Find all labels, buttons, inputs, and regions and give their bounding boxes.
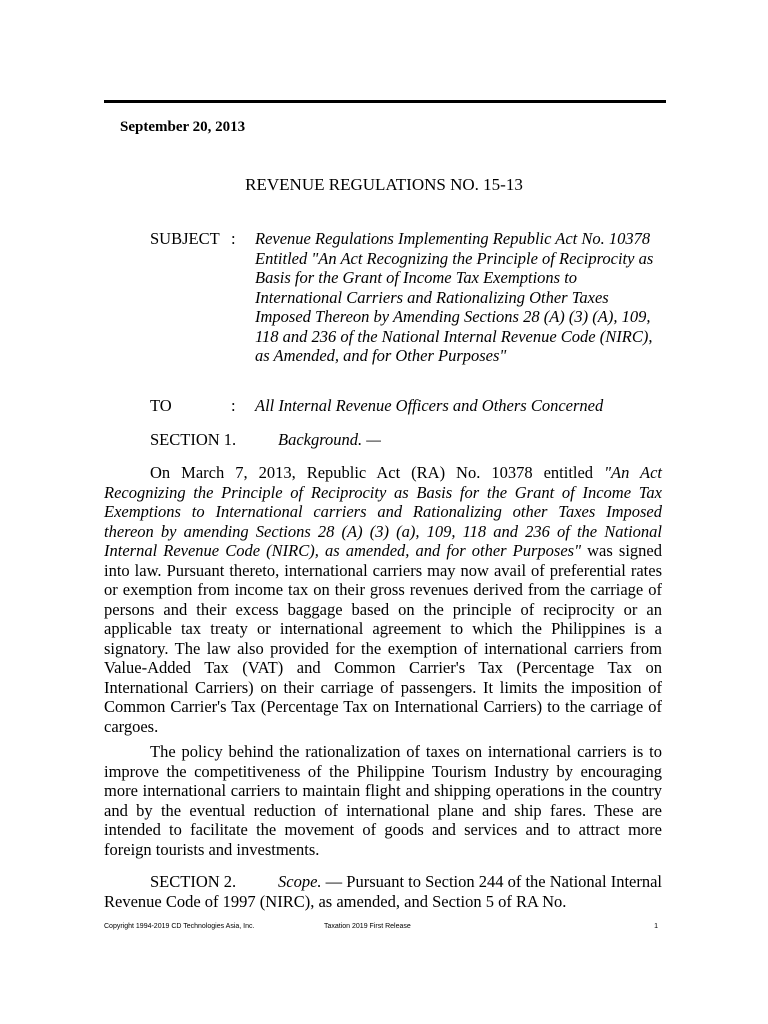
to-text: All Internal Revenue Officers and Others Concerned (255, 396, 604, 415)
section-1-title: Background. — (278, 430, 381, 449)
section-2-text: — Pursuant to Section 244 of the National Internal Revenue Code of 1997 (NIRC), as amended, and Section 5 of RA No. (104, 872, 663, 911)
section-1-label: SECTION 1. (150, 430, 237, 449)
footer-release: Taxation 2019 First Release (324, 923, 411, 930)
section-1-heading (150, 430, 381, 450)
paragraph-background-1 (104, 463, 662, 736)
p1-act-title: "An Act Recognizing the Principle of Reciprocity as Basis for the Grant of Income Tax Exemptions to International carriers and Rationalizing other Taxes Imposed thereon by amending Sections 28 (A) (3) (a), 109, 118 and 236 of the National Internal Revenue Code (NIRC), as amended, and for other Purposes" (104, 463, 662, 560)
section-2-label: SECTION 2. (150, 872, 237, 891)
paragraph-scope (104, 872, 662, 911)
document-date: September 20, 2013 (120, 119, 246, 135)
paragraph-background-2 (104, 742, 662, 859)
to-label: TO (150, 396, 172, 415)
top-rule (104, 100, 666, 103)
p2-text: The policy behind the rationalization of taxes on international carriers is to improve the competitiveness of the Philippine Tourism Industry by encouraging more international carriers to maintain flight and shipping operations in the country and by the eventual reduction of international plane and ship fares. These are intended to facilitate the movement of goods and services and to attract more foreign tourists and investments. (104, 742, 662, 859)
subject-text: Revenue Regulations Implementing Republic Act No. 10378 Entitled "An Act Recognizing the Principle of Reciprocity as Basis for the Grant of Income Tax Exemptions to International Carriers and Rationalizing Other Taxes Imposed Thereon by Amending Sections 28 (A) (3) (A), 109, 118 and 236 of the National Internal Revenue Code (NIRC), as Amended, and for Other Purposes" (255, 229, 654, 365)
footer-page-number: 1 (654, 923, 658, 930)
subject-label: SUBJECT (150, 229, 220, 248)
subject-colon: : (231, 229, 236, 248)
section-2-title: Scope. (278, 872, 322, 891)
p1-rest: was signed into law. Pursuant thereto, international carriers may now avail of preferential rates or exemption from income tax on their gross revenues derived from the carriage of persons and their excess baggage based on the principle of reciprocity or an applicable tax treaty or international agreement to which the Philippines is a signatory. The law also provided for the exemption of international carriers from Value-Added Tax (VAT) and Common Carrier's Tax (Percentage Tax on International Carriers) on their carriage of passengers. It limits the imposition of Common Carrier's Tax (Percentage Tax on International Carriers) to the carriage of cargoes. (104, 541, 662, 736)
footer-copyright: Copyright 1994-2019 CD Technologies Asia, Inc. (104, 923, 255, 930)
p1-lead: On March 7, 2013, Republic Act (RA) No. 10378 entitled (150, 463, 605, 482)
regulation-title: REVENUE REGULATIONS NO. 15-13 (245, 175, 523, 194)
to-colon: : (231, 396, 236, 415)
